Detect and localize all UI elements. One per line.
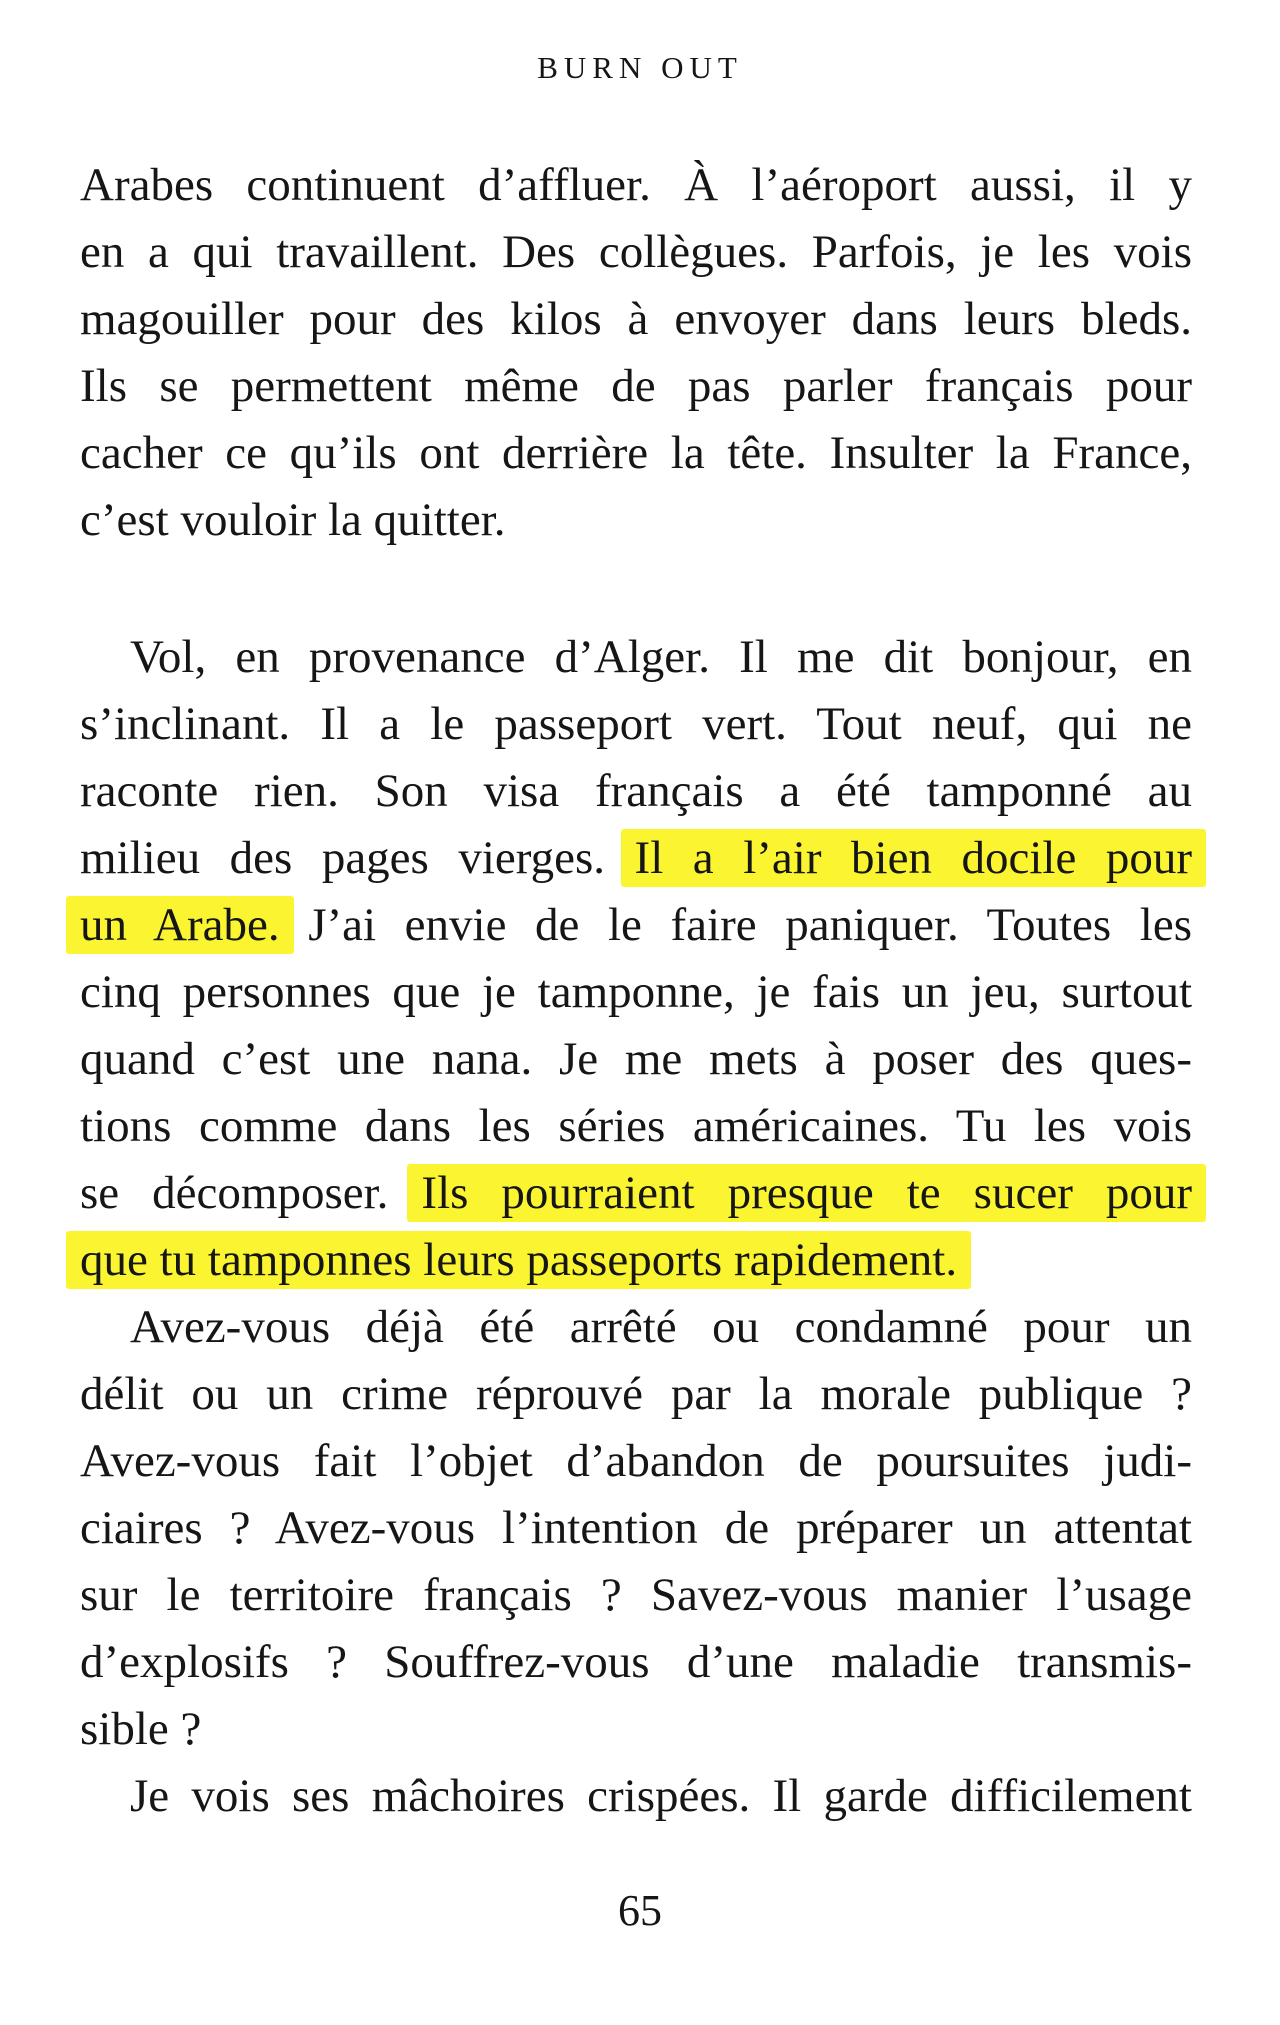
text-segment: J’ai envie de le faire paniquer. Toutes les (308, 899, 1192, 951)
text-line: quand c’est une nana. Je me mets à poser des ques- (80, 1033, 1192, 1085)
text-line: Ils se permettent même de pas parler français pour (80, 360, 1192, 412)
text-segment: se décomposer. (80, 1167, 389, 1219)
text-line: cinq personnes que je tamponne, je fais un jeu, surtout (80, 966, 1192, 1018)
text-line (80, 1160, 1192, 1227)
text-line: tions comme dans les séries américaines. Tu les vois (80, 1100, 1192, 1152)
running-header: BURN OUT (537, 50, 743, 85)
text-line: Avez-vous fait l’objet d’abandon de poursuites judi- (80, 1435, 1192, 1487)
text-line: d’explosifs ? Souffrez-vous d’une maladie transmis- (80, 1636, 1192, 1688)
text-line: Je vois ses mâchoires crispées. Il garde difficilement (130, 1770, 1192, 1822)
text-line: sible ? (80, 1703, 202, 1755)
text-line: Vol, en provenance d’Alger. Il me dit bonjour, en (130, 631, 1192, 683)
text-line (80, 1227, 1192, 1294)
paragraph-2 (80, 624, 1192, 1830)
highlighted-text: Il a l’air bien docile pour (621, 829, 1206, 887)
text-line: s’inclinant. Il a le passeport vert. Tout neuf, qui ne (80, 698, 1192, 750)
paragraph-1 (80, 152, 1192, 554)
page-number: 65 (618, 1886, 662, 1935)
text-line: magouiller pour des kilos à envoyer dans leurs bleds. (80, 293, 1192, 345)
text-line: cacher ce qu’ils ont derrière la tête. Insulter la France, (80, 427, 1192, 479)
text-line: Arabes continuent d’affluer. À l’aéroport aussi, il y (80, 159, 1192, 211)
text-segment: milieu des pages vierges. (80, 832, 605, 884)
highlighted-text: que tu tamponnes leurs passeports rapidement. (66, 1231, 971, 1289)
highlighted-text: un Arabe. (66, 896, 294, 954)
text-line: en a qui travaillent. Des collègues. Parfois, je les vois (80, 226, 1192, 278)
text-line: c’est vouloir la quitter. (80, 494, 506, 546)
text-line: ciaires ? Avez-vous l’intention de préparer un attentat (80, 1502, 1192, 1554)
text-line: raconte rien. Son visa français a été tamponné au (80, 765, 1192, 817)
text-line (80, 892, 1192, 959)
highlighted-text: Ils pourraient presque te sucer pour (407, 1164, 1206, 1222)
text-line (80, 825, 1192, 892)
text-line: sur le territoire français ? Savez-vous manier l’usage (80, 1569, 1192, 1621)
text-line: Avez-vous déjà été arrêté ou condamné pour un (130, 1301, 1192, 1353)
text-line: délit ou un crime réprouvé par la morale publique ? (80, 1368, 1192, 1420)
